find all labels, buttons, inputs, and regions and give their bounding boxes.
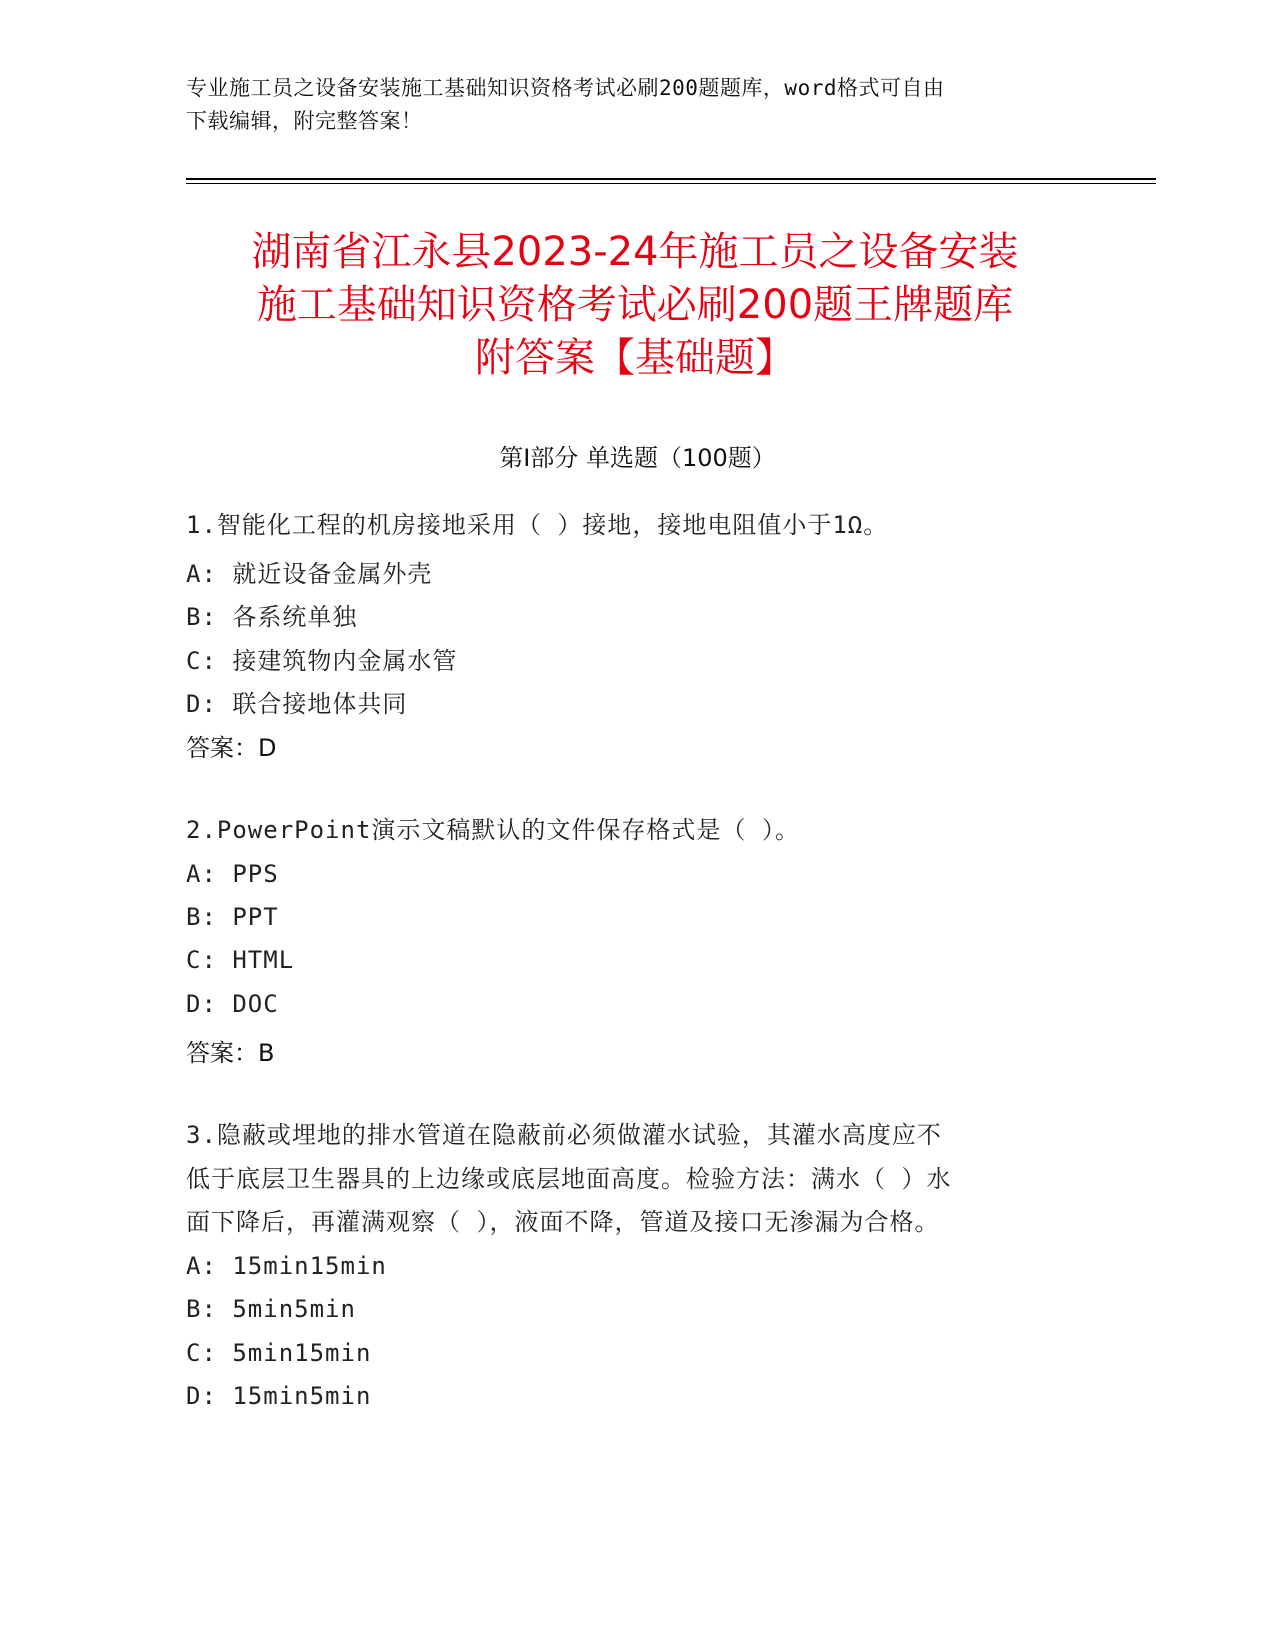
- question-option: B: 5min5min: [186, 1295, 356, 1323]
- question-option: B: PPT: [186, 903, 279, 931]
- question-option: A: 15min15min: [186, 1252, 387, 1280]
- header-note-line: 专业施工员之设备安装施工基础知识资格考试必刷200题题库，word格式可自由: [186, 76, 945, 100]
- title-line: 施工基础知识资格考试必刷200题王牌题库: [256, 282, 1014, 328]
- header-divider: [186, 178, 1156, 180]
- question-option: A: PPS: [186, 860, 279, 888]
- question-option: D: 联合接地体共同: [186, 690, 408, 718]
- question-answer: 答案：B: [186, 1039, 275, 1067]
- question-option: B: 各系统单独: [186, 603, 358, 631]
- header-note-line: 下载编辑，附完整答案！: [186, 109, 423, 133]
- question-option: C: 5min15min: [186, 1339, 372, 1367]
- question-text-line: 面下降后，再灌满观察（ ），液面不降，管道及接口无渗漏为合格。: [186, 1208, 940, 1236]
- question-text-line: 3.隐蔽或埋地的排水管道在隐蔽前必须做灌水试验，其灌水高度应不: [186, 1121, 942, 1149]
- question-text-line: 低于底层卫生器具的上边缘或底层地面高度。检验方法：满水（ ）水: [186, 1165, 952, 1193]
- question-option: C: 接建筑物内金属水管: [186, 647, 458, 675]
- question-answer: 答案：D: [186, 734, 277, 762]
- question-text: 2.PowerPoint演示文稿默认的文件保存格式是（ ）。: [186, 816, 800, 844]
- title-line: 湖南省江永县2023-24年施工员之设备安装: [251, 229, 1019, 275]
- question-option: D: 15min5min: [186, 1382, 372, 1410]
- question-option: D: DOC: [186, 990, 279, 1018]
- header-divider: [186, 183, 1156, 184]
- title-line: 附答案【基础题】: [475, 335, 795, 381]
- section-heading: 第Ⅰ部分 单选题（100题）: [499, 444, 776, 472]
- header-note: [186, 72, 1086, 138]
- document-title: [180, 226, 1090, 385]
- question-option: C: HTML: [186, 946, 295, 974]
- question-text: 1.智能化工程的机房接地采用（ ）接地，接地电阻值小于1Ω。: [186, 511, 889, 539]
- question-option: A: 就近设备金属外壳: [186, 560, 433, 588]
